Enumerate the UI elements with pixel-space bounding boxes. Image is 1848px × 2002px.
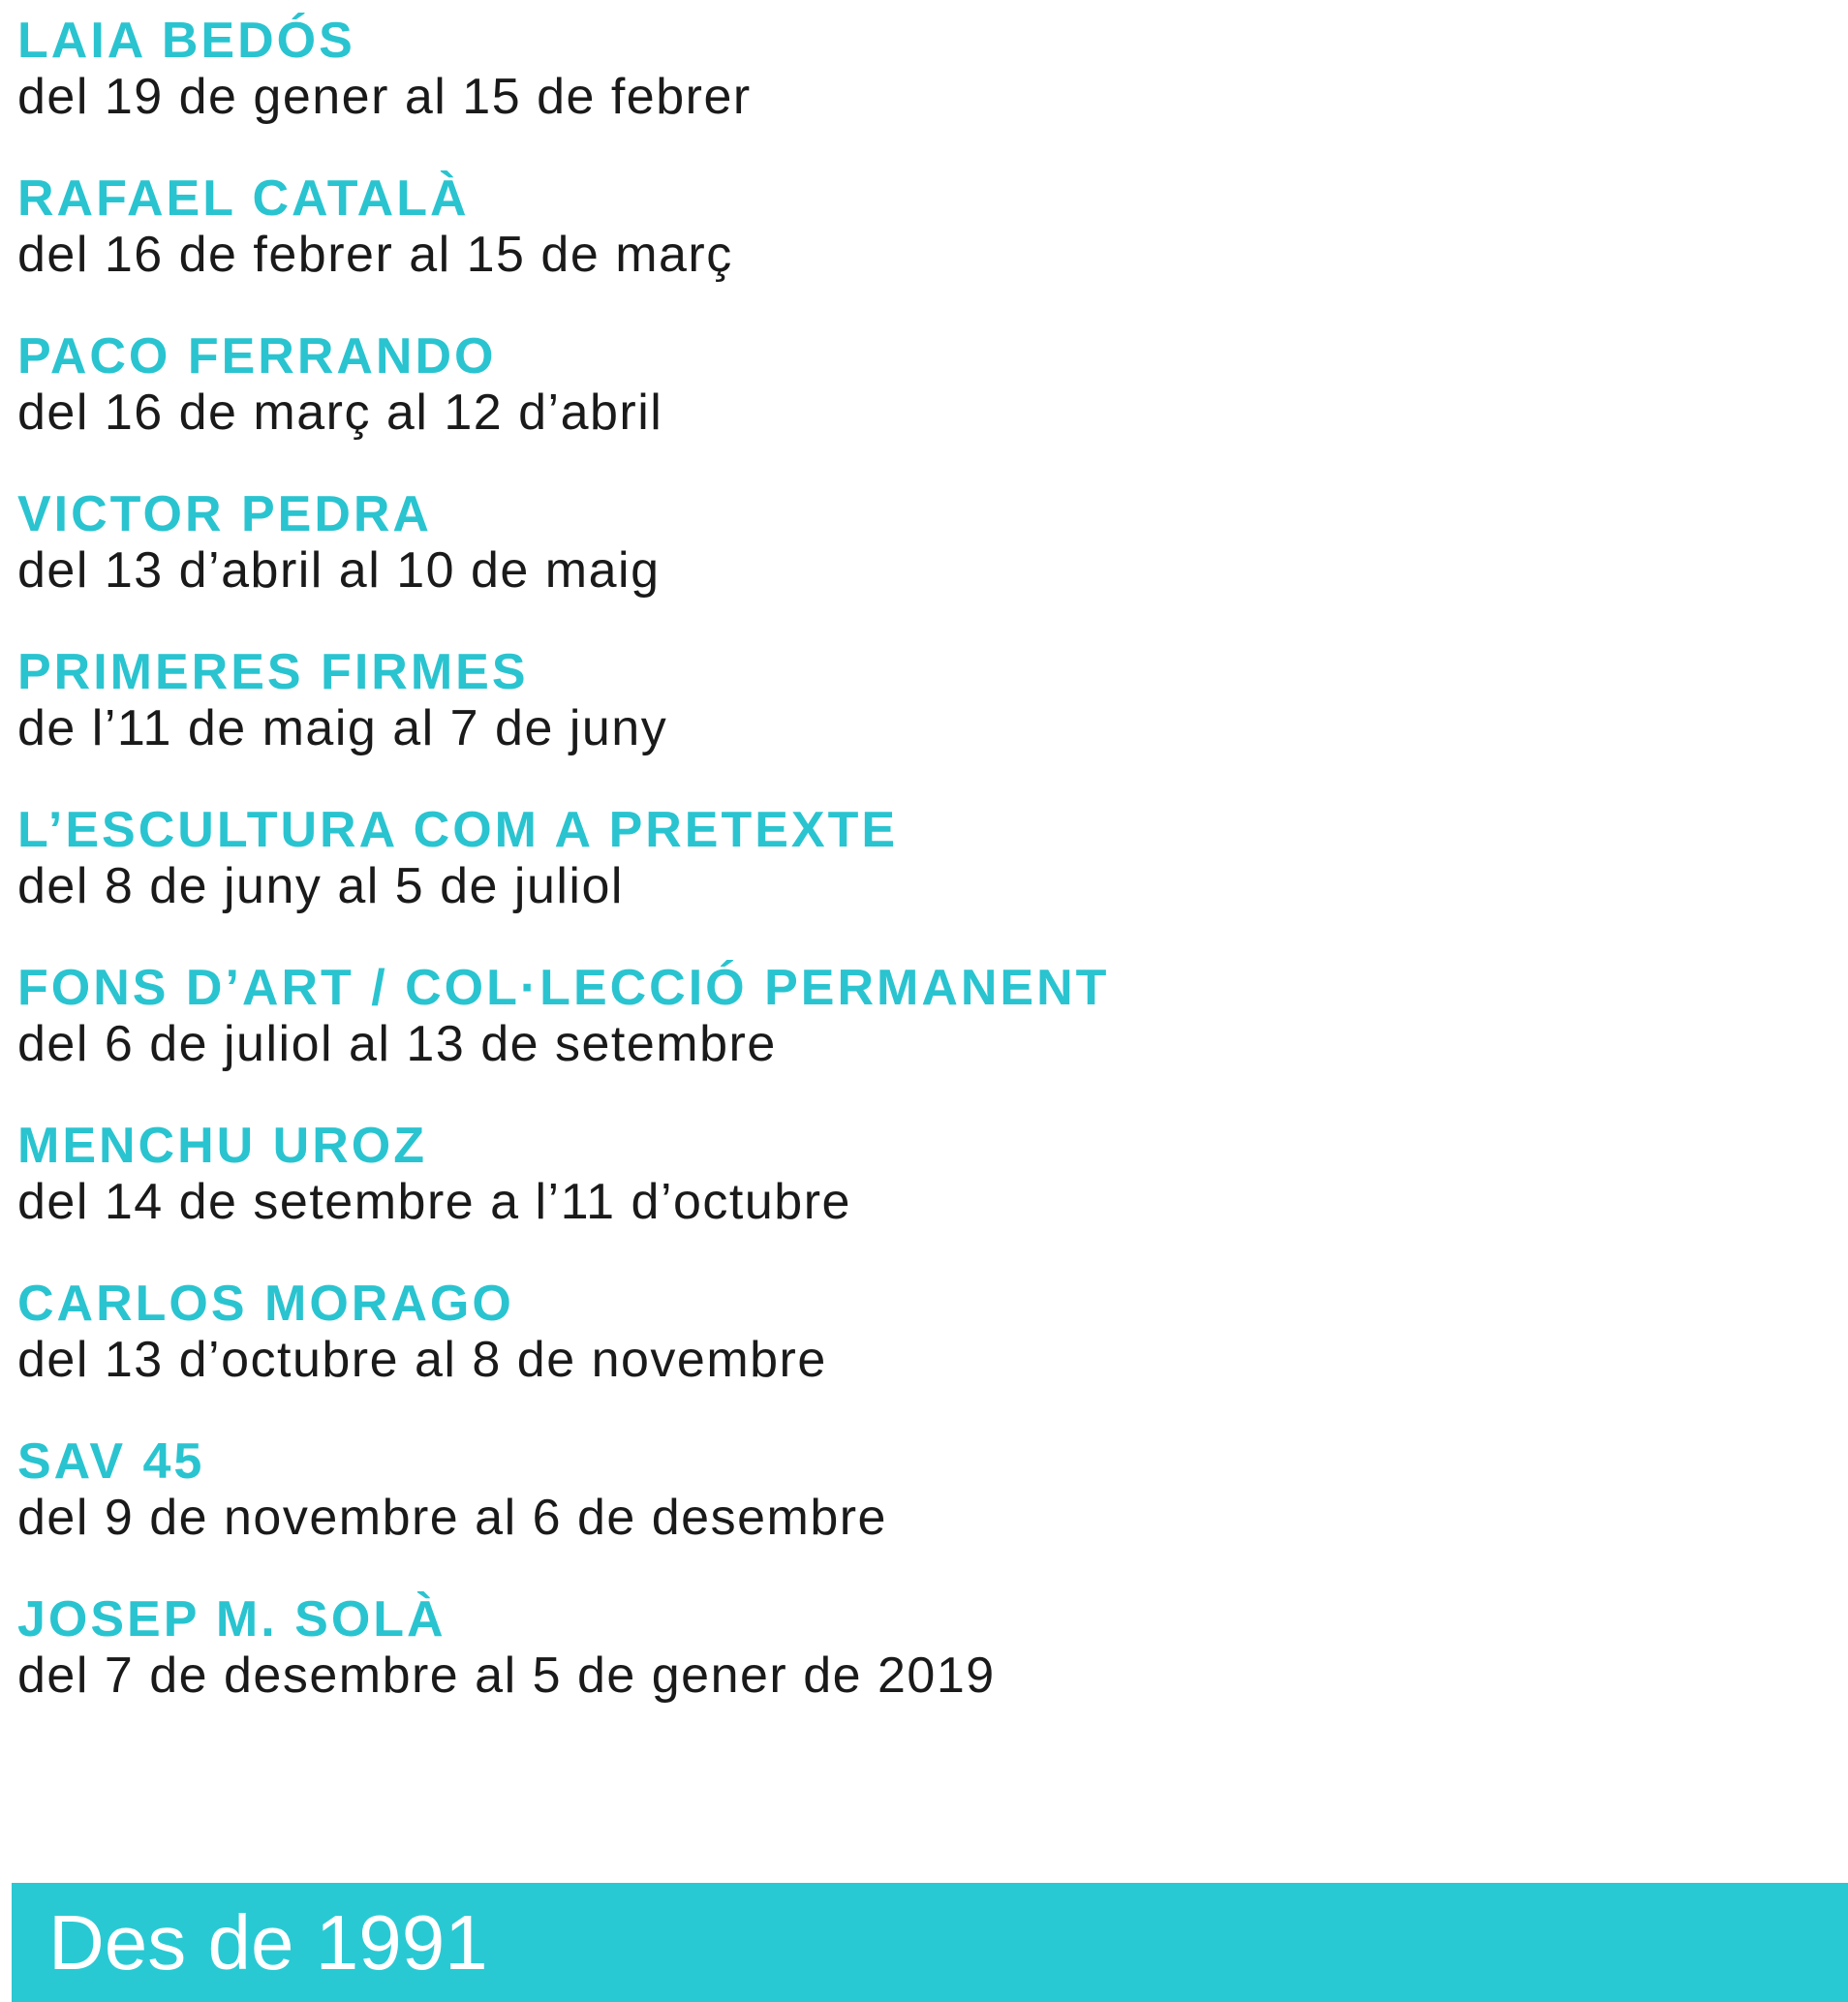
exhibition-dates: del 8 de juny al 5 de juliol	[17, 858, 624, 914]
exhibition-title: LAIA BEDÓS	[17, 13, 355, 69]
exhibition-title: JOSEP M. SOLÀ	[17, 1591, 447, 1648]
exhibition-dates: de l’11 de maig al 7 de juny	[17, 700, 668, 756]
exhibition-title: SAV 45	[17, 1433, 205, 1490]
list-item	[17, 631, 1819, 789]
exhibition-title: L’ESCULTURA COM A PRETEXTE	[17, 802, 899, 858]
footer-tagline: Des de 1991	[48, 1899, 488, 1986]
list-item	[17, 474, 1819, 631]
exhibition-dates: del 6 de juliol al 13 de setembre	[17, 1016, 777, 1072]
exhibition-dates: del 14 de setembre a l’11 d’octubre	[17, 1174, 851, 1230]
exhibition-dates: del 13 d’octubre al 8 de novembre	[17, 1332, 827, 1388]
exhibition-dates: del 13 d’abril al 10 de maig	[17, 542, 661, 599]
list-item	[17, 1421, 1819, 1579]
exhibition-dates: del 9 de novembre al 6 de desembre	[17, 1490, 887, 1546]
footer-banner	[12, 1883, 1848, 2002]
exhibition-title: VICTOR PEDRA	[17, 486, 432, 542]
list-item	[17, 789, 1819, 947]
list-item	[17, 1263, 1819, 1421]
list-item	[17, 0, 1819, 158]
exhibition-dates: del 16 de març al 12 d’abril	[17, 385, 663, 441]
exhibition-title: CARLOS MORAGO	[17, 1276, 514, 1332]
exhibition-title: PRIMERES FIRMES	[17, 644, 529, 700]
list-item	[17, 316, 1819, 474]
exhibition-title: FONS D’ART / COL·LECCIÓ PERMANENT	[17, 960, 1110, 1016]
exhibition-dates: del 19 de gener al 15 de febrer	[17, 69, 752, 125]
exhibition-dates: del 16 de febrer al 15 de març	[17, 227, 733, 283]
exhibition-title: MENCHU UROZ	[17, 1118, 427, 1174]
list-item	[17, 1105, 1819, 1263]
exhibition-dates: del 7 de desembre al 5 de gener de 2019	[17, 1648, 996, 1704]
exhibition-list	[17, 0, 1819, 1737]
list-item	[17, 1579, 1819, 1737]
list-item	[17, 947, 1819, 1105]
exhibition-title: PACO FERRANDO	[17, 328, 497, 385]
list-item	[17, 158, 1819, 316]
exhibition-title: RAFAEL CATALÀ	[17, 170, 470, 227]
